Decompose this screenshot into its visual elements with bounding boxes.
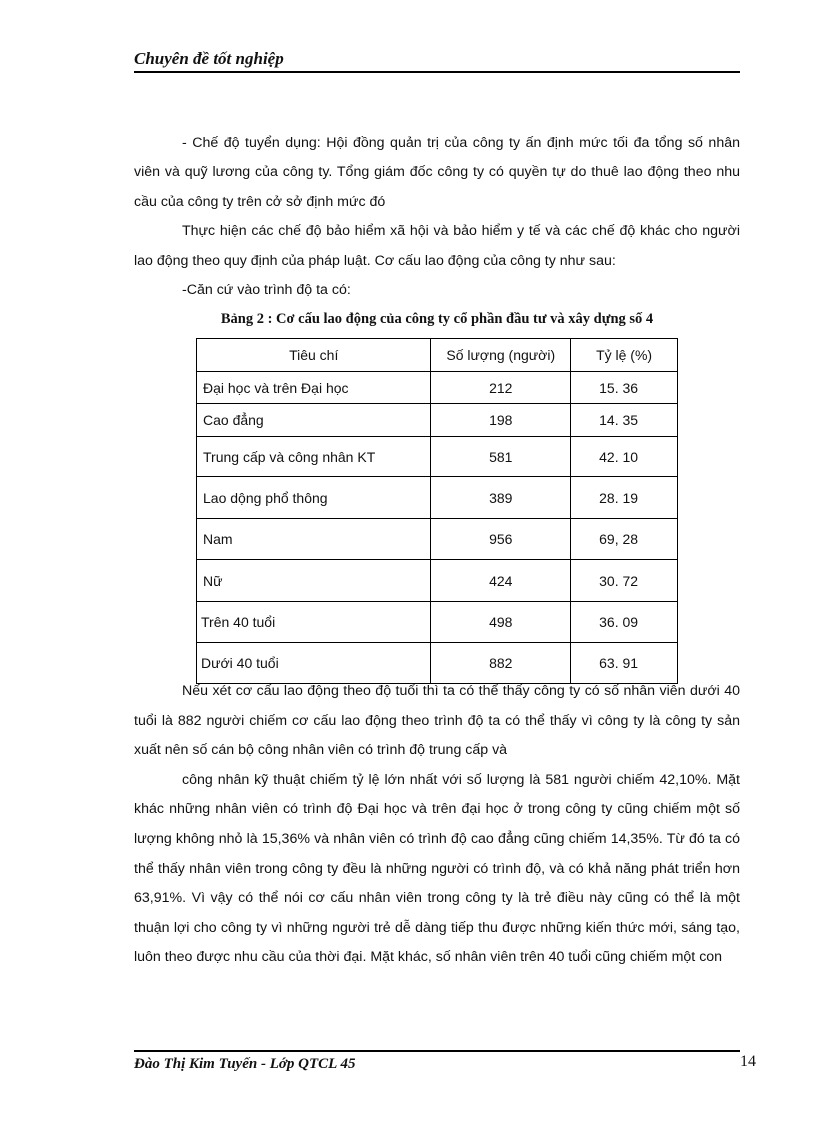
cell-rate: 36. 09: [571, 602, 678, 643]
table-row: [197, 519, 678, 560]
column-header-criteria: Tiêu chí: [197, 339, 431, 372]
column-header-rate: Tỷ lệ (%): [571, 339, 678, 372]
cell-quantity: 882: [431, 643, 571, 684]
table-row: [197, 437, 678, 477]
cell-rate: 42. 10: [571, 437, 678, 477]
cell-rate: 69, 28: [571, 519, 678, 560]
footer-author: Đào Thị Kim Tuyến - Lớp QTCL 45: [134, 1056, 356, 1072]
paragraph-recruitment: - Chế độ tuyển dụng: Hội đồng quản trị của công ty ấn định mức tối đa tổng số nhân viên và quỹ lương của công ty. Tổng giám đốc công ty có quyền tự do thuê lao động theo nhu cầu của công ty trên cở sở định mức đó: [134, 135, 740, 210]
page-footer: [134, 1050, 756, 1072]
cell-criteria: Đại học và trên Đại học: [197, 372, 431, 404]
page-header: [134, 48, 740, 73]
cell-criteria: Cao đẳng: [197, 404, 431, 437]
cell-quantity: 198: [431, 404, 571, 437]
table-row: [197, 477, 678, 519]
paragraph-by-level: -Căn cứ vào trình độ ta có:: [182, 282, 351, 299]
table-header-row: [197, 339, 678, 372]
paragraph-age-analysis: Nếu xét cơ cấu lao động theo độ tuổi thì ta có thể thấy công ty có số nhân viên dưới 40 tuổi là 882 người chiếm cơ cấu lao động theo trình độ ta có thể thấy vì công ty là công ty sản xuất nên số cán bộ công nhân viên có trình độ trung cấp và: [134, 683, 740, 759]
footer-rule: [134, 1050, 740, 1052]
cell-rate: 15. 36: [571, 372, 678, 404]
cell-rate: 14. 35: [571, 404, 678, 437]
cell-rate: 30. 72: [571, 560, 678, 602]
cell-criteria: Dưới 40 tuổi: [197, 643, 431, 684]
cell-criteria: Nam: [197, 519, 431, 560]
paragraph-insurance: Thực hiện các chế độ bảo hiểm xã hội và bảo hiểm y tế và các chế độ khác cho người lao động theo quy định của pháp luật. Cơ cấu lao động của công ty như sau:: [134, 223, 740, 269]
labor-structure-table: [196, 338, 678, 684]
column-header-quantity: Số lượng (người): [431, 339, 571, 372]
cell-quantity: 389: [431, 477, 571, 519]
cell-quantity: 212: [431, 372, 571, 404]
body-text-top: [134, 129, 740, 305]
body-text-bottom: [134, 677, 740, 973]
cell-rate: 28. 19: [571, 477, 678, 519]
cell-quantity: 581: [431, 437, 571, 477]
table-row: [197, 602, 678, 643]
header-rule: [134, 71, 740, 73]
cell-quantity: 424: [431, 560, 571, 602]
cell-rate: 63. 91: [571, 643, 678, 684]
table-row: [197, 560, 678, 602]
cell-criteria: Nữ: [197, 560, 431, 602]
table-row: [197, 404, 678, 437]
cell-quantity: 498: [431, 602, 571, 643]
cell-quantity: 956: [431, 519, 571, 560]
cell-criteria: Trên 40 tuổi: [197, 602, 431, 643]
paragraph-skill-analysis: công nhân kỹ thuật chiếm tỷ lệ lớn nhất với số lượng là 581 người chiếm 42,10%. Mặt khác những nhân viên có trình độ Đại học và trên đại học ở trong công ty cũng chiếm một số lượng không nhỏ là 15,36% và nhân viên có trình độ cao đẳng cũng chiếm 14,35%. Từ đó ta có thể thấy nhân viên trong công ty đều là những người có trình độ, và có khả năng phát triển hơn 63,91%. Vì vậy có thể nói cơ cấu nhân viên trong công ty là trẻ điều này cũng có thể là một thuận lợi cho công ty vì những người trẻ dễ dàng tiếp thu được những kiến thức mới, sáng tạo, luôn theo được nhu cầu của thời đại. Mặt khác, số nhân viên trên 40 tuổi cũng chiếm một con: [134, 771, 740, 966]
cell-criteria: Lao dộng phổ thông: [197, 477, 431, 519]
table-caption: Bảng 2 : Cơ cấu lao động của công ty cổ phần đầu tư và xây dựng số 4: [220, 311, 654, 327]
cell-criteria: Trung cấp và công nhân KT: [197, 437, 431, 477]
table-row: [197, 372, 678, 404]
document-title: Chuyên đề tốt nghiệp: [134, 49, 284, 68]
page-number: 14: [740, 1053, 756, 1070]
